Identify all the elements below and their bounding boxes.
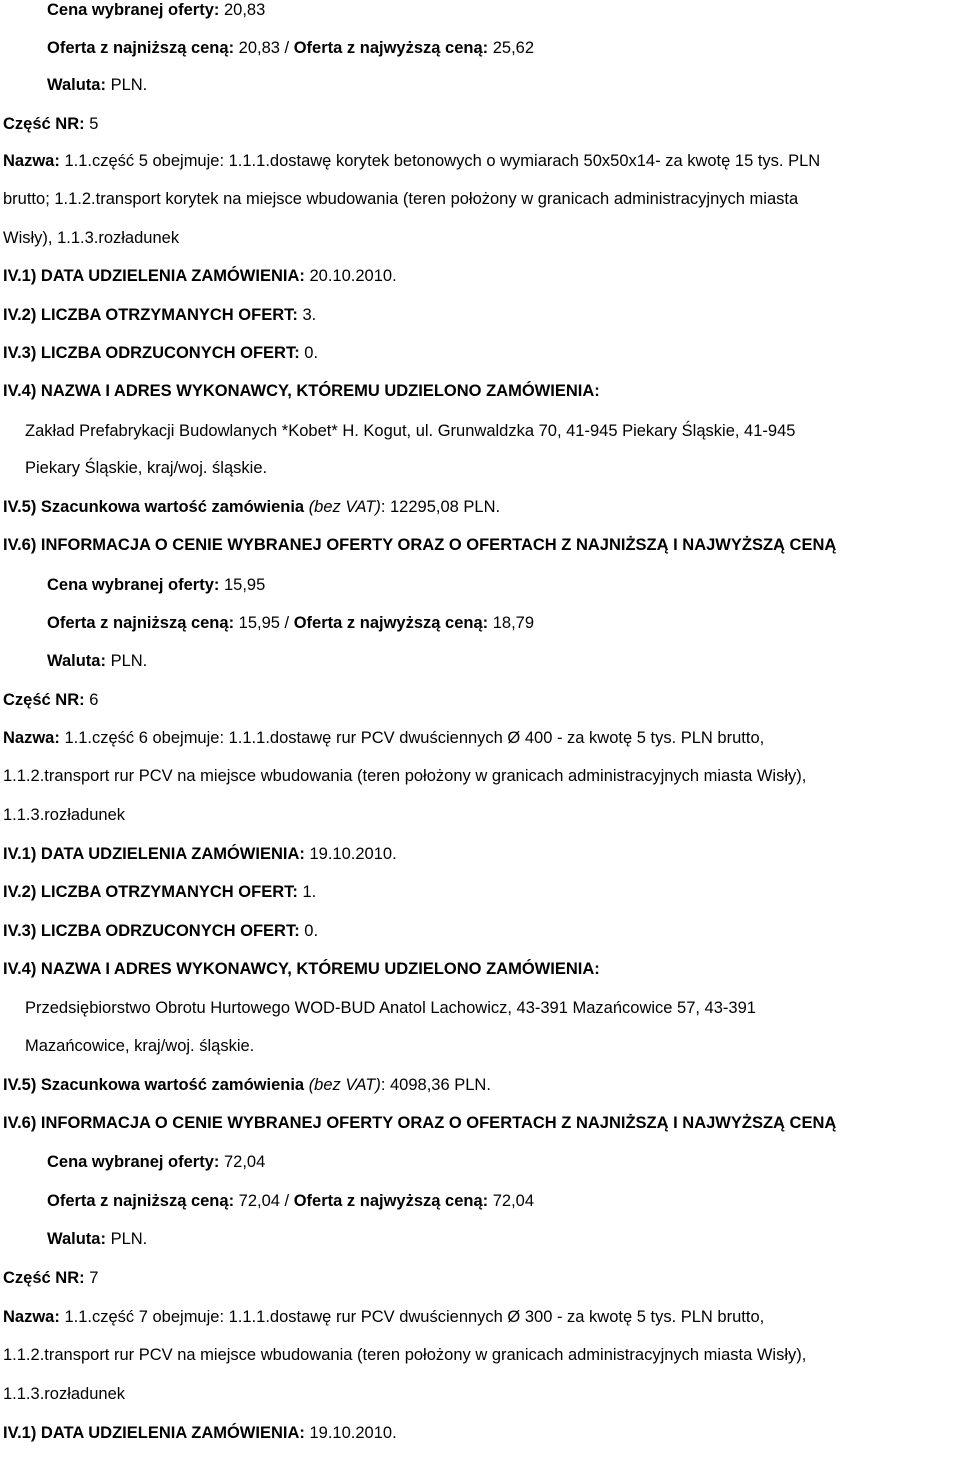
part5-name-line-1: Nazwa: 1.1.część 5 obejmuje: 1.1.1.dostawę korytek betonowych o wymiarach 50x50x14- za kwotę 15 tys. PLN	[3, 152, 821, 170]
part7-name-line-3: 1.1.3.rozładunek	[3, 1385, 126, 1403]
part6-contractor-line-2: Mazańcowice, kraj/woj. śląskie.	[25, 1037, 255, 1055]
part6-name-line-2: 1.1.2.transport rur PCV na miejsce wbudowania (teren położony w granicach administracyjnych miasta Wisły),	[3, 767, 807, 785]
part5-price-selected: Cena wybranej oferty: 15,95	[47, 576, 266, 594]
part5-price-info-heading: IV.6) INFORMACJA O CENIE WYBRANEJ OFERTY ORAZ O OFERTACH Z NAJNIŻSZĄ I NAJWYŻSZĄ CENĄ	[3, 536, 837, 554]
part6-estimated-value: IV.5) Szacunkowa wartość zamówienia (bez VAT): 4098,36 PLN.	[3, 1076, 491, 1094]
part-number-5: Część NR: 5	[3, 115, 99, 133]
part5-name-line-2: brutto; 1.1.2.transport korytek na miejsce wbudowania (teren położony w granicach administracyjnych miasta	[3, 190, 799, 208]
price-selected-line: Cena wybranej oferty: 20,83	[47, 1, 266, 19]
part5-estimated-value: IV.5) Szacunkowa wartość zamówienia (bez VAT): 12295,08 PLN.	[3, 498, 501, 516]
part6-name-line-1: Nazwa: 1.1.część 6 obejmuje: 1.1.1.dostawę rur PCV dwuściennych Ø 400 - za kwotę 5 tys. PLN brutto,	[3, 729, 765, 747]
currency-line: Waluta: PLN.	[47, 76, 148, 94]
part5-name-line-3: Wisły), 1.1.3.rozładunek	[3, 229, 180, 247]
part5-contractor-heading: IV.4) NAZWA I ADRES WYKONAWCY, KTÓREMU UDZIELONO ZAMÓWIENIA:	[3, 382, 600, 400]
price-range-line: Oferta z najniższą ceną: 20,83 / Oferta z najwyższą ceną: 25,62	[47, 39, 535, 57]
part5-offers-received: IV.2) LICZBA OTRZYMANYCH OFERT: 3.	[3, 306, 317, 324]
part5-award-date: IV.1) DATA UDZIELENIA ZAMÓWIENIA: 20.10.2010.	[3, 267, 397, 285]
part6-contractor-line-1: Przedsiębiorstwo Obrotu Hurtowego WOD-BUD Anatol Lachowicz, 43-391 Mazańcowice 57, 43-391	[25, 999, 756, 1017]
part6-contractor-heading: IV.4) NAZWA I ADRES WYKONAWCY, KTÓREMU UDZIELONO ZAMÓWIENIA:	[3, 960, 600, 978]
part6-currency: Waluta: PLN.	[47, 1230, 148, 1248]
part7-award-date: IV.1) DATA UDZIELENIA ZAMÓWIENIA: 19.10.2010.	[3, 1424, 397, 1442]
part6-price-selected: Cena wybranej oferty: 72,04	[47, 1153, 266, 1171]
part7-name-line-1: Nazwa: 1.1.część 7 obejmuje: 1.1.1.dostawę rur PCV dwuściennych Ø 300 - za kwotę 5 tys. PLN brutto,	[3, 1308, 765, 1326]
part6-price-info-heading: IV.6) INFORMACJA O CENIE WYBRANEJ OFERTY ORAZ O OFERTACH Z NAJNIŻSZĄ I NAJWYŻSZĄ CENĄ	[3, 1114, 837, 1132]
part-number-7: Część NR: 7	[3, 1269, 99, 1287]
part5-offers-rejected: IV.3) LICZBA ODRZUCONYCH OFERT: 0.	[3, 344, 319, 362]
part6-award-date: IV.1) DATA UDZIELENIA ZAMÓWIENIA: 19.10.2010.	[3, 845, 397, 863]
part6-offers-rejected: IV.3) LICZBA ODRZUCONYCH OFERT: 0.	[3, 922, 319, 940]
part7-name-line-2: 1.1.2.transport rur PCV na miejsce wbudowania (teren położony w granicach administracyjnych miasta Wisły),	[3, 1346, 807, 1364]
part5-contractor-line-1: Zakład Prefabrykacji Budowlanych *Kobet* H. Kogut, ul. Grunwaldzka 70, 41-945 Piekary Śląskie, 41-945	[25, 422, 796, 440]
part5-currency: Waluta: PLN.	[47, 652, 148, 670]
part-number-6: Część NR: 6	[3, 691, 99, 709]
part6-name-line-3: 1.1.3.rozładunek	[3, 806, 126, 824]
part6-price-range: Oferta z najniższą ceną: 72,04 / Oferta z najwyższą ceną: 72,04	[47, 1192, 535, 1210]
part5-price-range: Oferta z najniższą ceną: 15,95 / Oferta z najwyższą ceną: 18,79	[47, 614, 535, 632]
part5-contractor-line-2: Piekary Śląskie, kraj/woj. śląskie.	[25, 459, 268, 477]
part6-offers-received: IV.2) LICZBA OTRZYMANYCH OFERT: 1.	[3, 883, 317, 901]
